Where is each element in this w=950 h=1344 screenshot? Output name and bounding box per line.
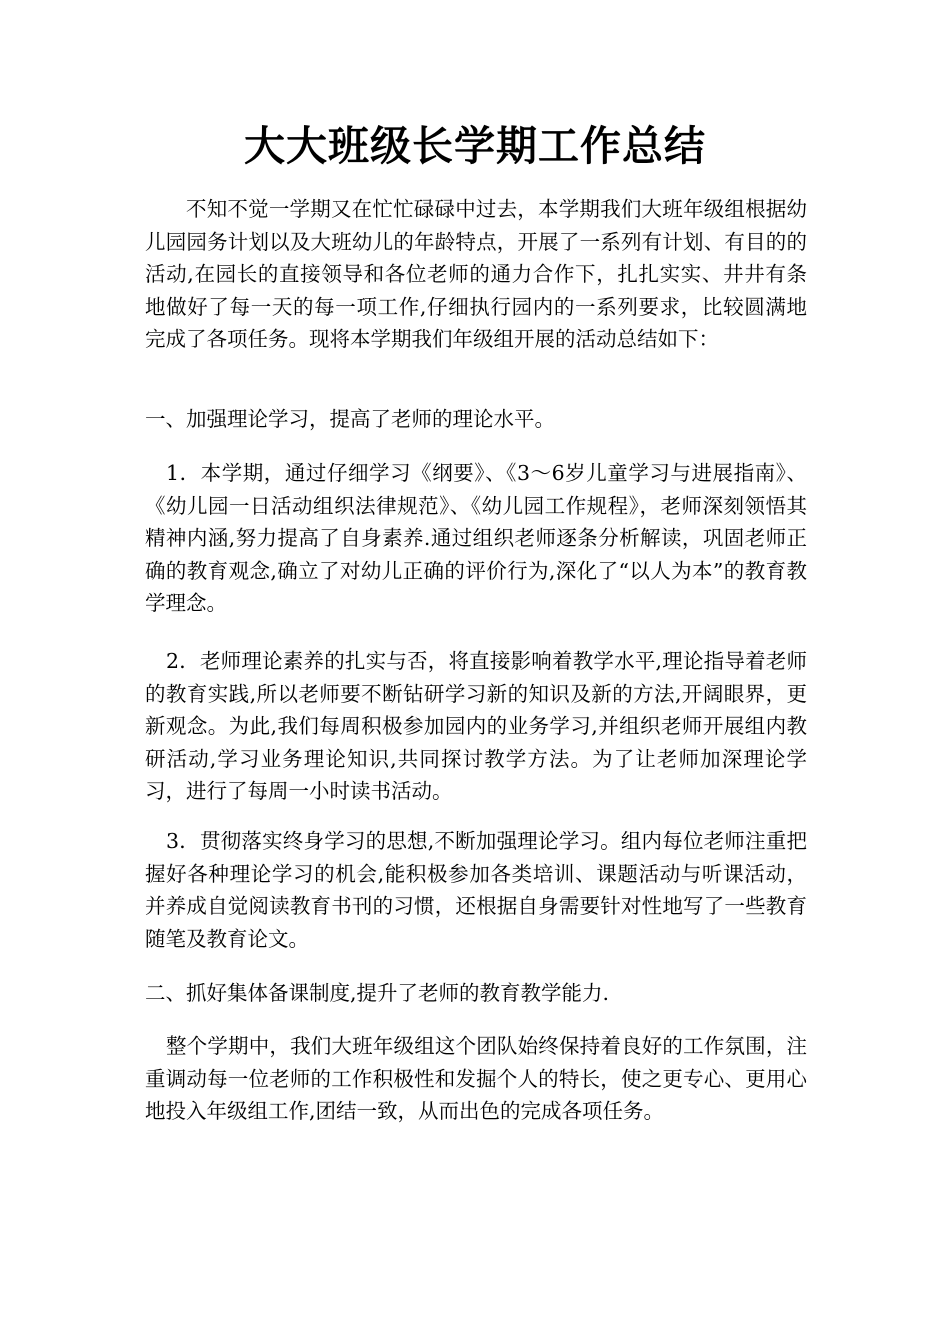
document-title: 大大班级长学期工作总结 (244, 122, 706, 170)
section-2-heading: 二、抓好集体备课制度,提升了老师的教育教学能力. (145, 981, 610, 1005)
section-1-heading: 一、加强理论学习，提高了老师的理论水平。 (145, 407, 555, 431)
section-2-paragraph: 整个学期中，我们大班年级组这个团队始终保持着良好的工作氛围，注重调动每一位老师的工作积极性和发掘个人的特长，使之更专心、更用心地投入年级组工作,团结一致，从而出色的完成各项任务。 (145, 1034, 807, 1123)
intro-paragraph: 不知不觉一学期又在忙忙碌碌中过去，本学期我们大班年级组根据幼儿园园务计划以及大班幼儿的年龄特点，开展了一系列有计划、有目的的活动,在园长的直接领导和各位老师的通力合作下，扎扎实实、井井有条地做好了每一天的每一项工作,仔细执行园内的一系列要求，比较圆满地完成了各项任务。现将本学期我们年级组开展的活动总结如下： (145, 197, 807, 351)
section-1-item-3: 3．贯彻落实终身学习的思想,不断加强理论学习。组内每位老师注重把握好各种理论学习的机会,能积极参加各类培训、课题活动与听课活动，并养成自觉阅读教育书刊的习惯，还根据自身需要针对性地写了一些教育随笔及教育论文。 (145, 829, 807, 951)
section-1-item-2: 2．老师理论素养的扎实与否，将直接影响着教学水平,理论指导着老师的教育实践,所以老师要不断钻研学习新的知识及新的方法,开阔眼界，更新观念。为此,我们每周积极参加园内的业务学习,并组织老师开展组内教研活动,学习业务理论知识,共同探讨教学方法。为了让老师加深理论学习，进行了每周一小时读书活动。 (145, 649, 807, 803)
section-1-item-1: 1．本学期，通过仔细学习《纲要》、《3～6岁儿童学习与进展指南》、《幼儿园一日活动组织法律规范》、《幼儿园工作规程》，老师深刻领悟其精神内涵,努力提高了自身素养.通过组织老师逐条分析解读，巩固老师正确的教育观念,确立了对幼儿正确的评价行为,深化了“以人为本”的教育教学理念。 (145, 461, 807, 615)
